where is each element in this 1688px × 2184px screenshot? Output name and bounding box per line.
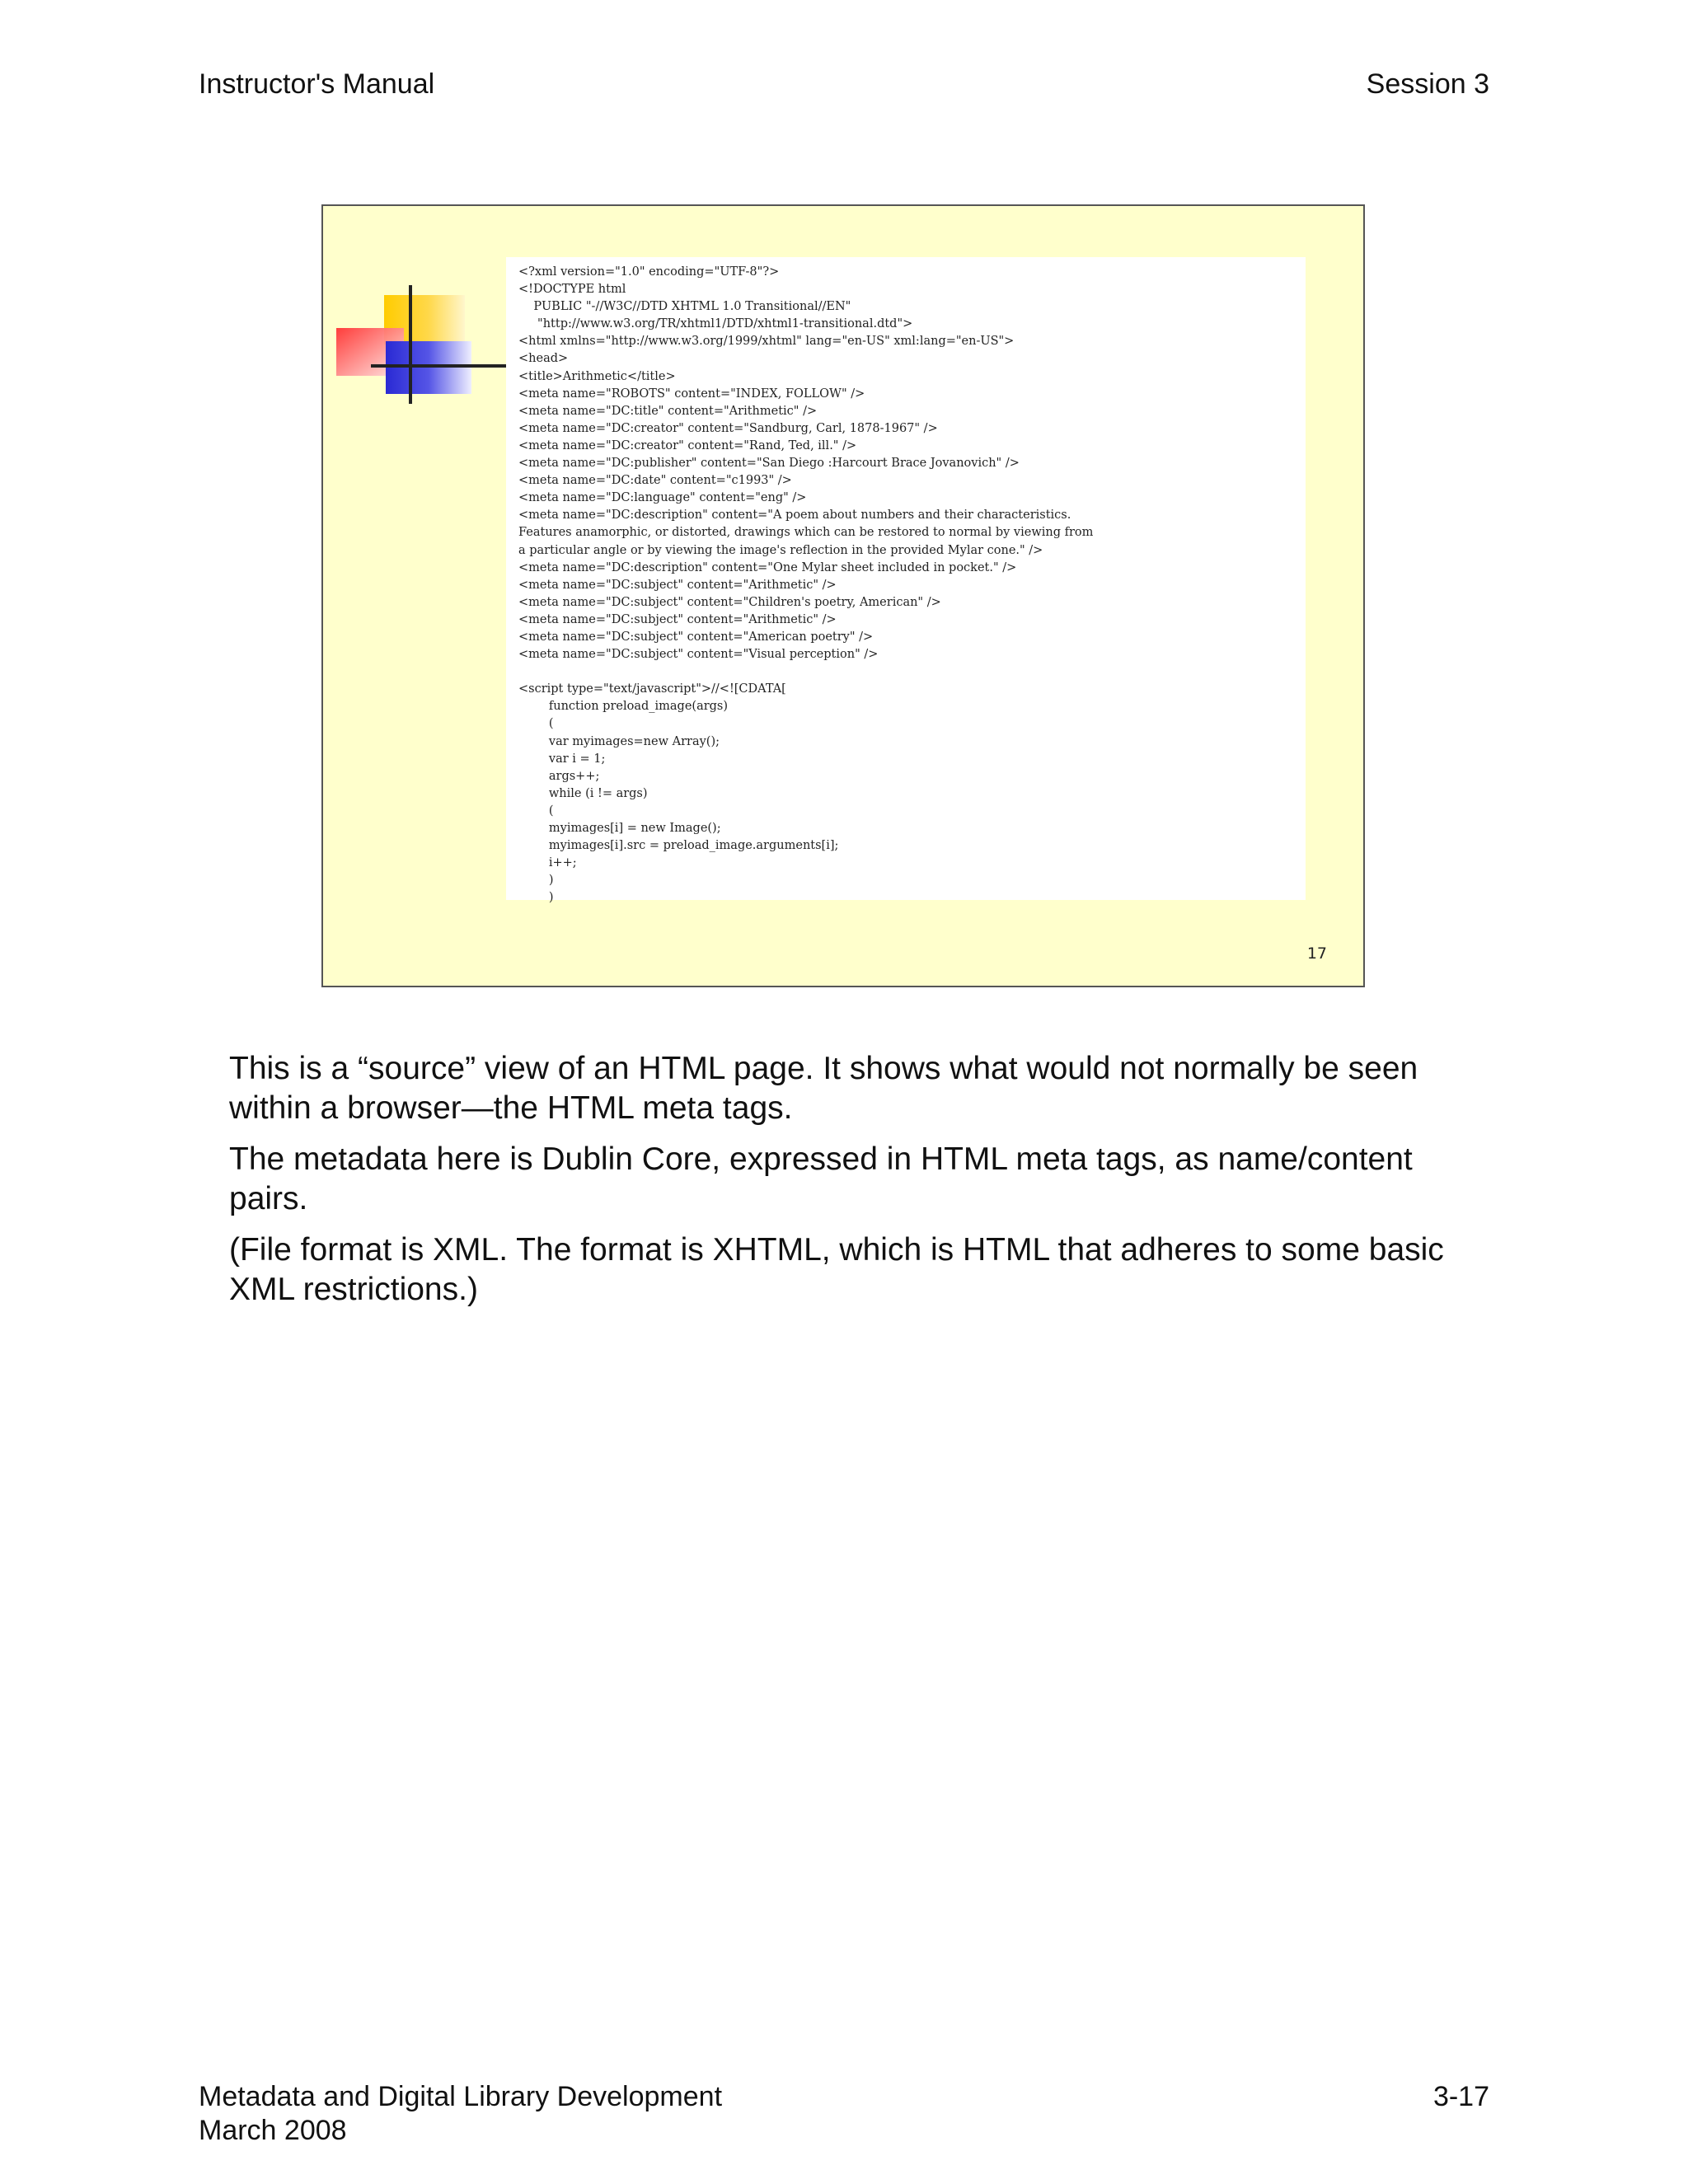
code-line: ): [518, 874, 554, 888]
code-line: <meta name="DC:creator" content="Sandburg, Carl, 1878-1967" />: [518, 421, 938, 435]
notes-paragraph-2: The metadata here is Dublin Core, expressed in HTML meta tags, as name/content pairs.: [229, 1141, 1413, 1216]
footer-course-title: Metadata and Digital Library Development: [199, 2081, 723, 2112]
code-line: <meta name="DC:subject" content="Visual perception" />: [518, 648, 879, 662]
code-line: <meta name="DC:subject" content="Arithmetic" />: [518, 578, 837, 592]
code-line: var i = 1;: [518, 752, 606, 766]
code-line: <meta name="DC:language" content="eng" />: [518, 491, 807, 505]
code-line: <meta name="ROBOTS" content="INDEX, FOLLOW" />: [518, 387, 865, 401]
code-line: PUBLIC "-//W3C//DTD XHTML 1.0 Transitional//EN": [518, 300, 851, 314]
code-line: Features anamorphic, or distorted, drawings which can be restored to normal by viewing from: [518, 526, 1094, 540]
code-line: <?xml version="1.0" encoding="UTF-8"?>: [518, 265, 780, 279]
code-line: ): [518, 891, 554, 905]
code-line: function preload_image(args): [518, 700, 729, 714]
code-line: "http://www.w3.org/TR/xhtml1/DTD/xhtml1-transitional.dtd">: [518, 317, 913, 331]
source-code-panel: [506, 257, 1306, 905]
code-line: <meta name="DC:description" content="A poem about numbers and their characteristics.: [518, 509, 1071, 523]
slide-logo-graphic: [336, 282, 509, 404]
code-line: i++;: [518, 856, 577, 870]
code-line: (: [518, 804, 554, 818]
code-line: a particular angle or by viewing the image's reflection in the provided Mylar cone." />: [518, 543, 1043, 557]
code-line: <html xmlns="http://www.w3.org/1999/xhtml" lang="en-US" xml:lang="en-US">: [518, 335, 1015, 349]
code-line: [518, 663, 1306, 681]
code-line: args++;: [518, 769, 600, 783]
notes-paragraph-1: This is a “source” view of an HTML page. It shows what would not normally be seen within a browser—the HTML meta tags.: [229, 1051, 1418, 1126]
code-line: <meta name="DC:subject" content="American poetry" />: [518, 630, 874, 644]
header-session: Session 3: [1366, 68, 1489, 100]
code-line: <meta name="DC:publisher" content="San Diego :Harcourt Brace Jovanovich" />: [518, 457, 1020, 471]
code-line: <meta name="DC:description" content="One Mylar sheet included in pocket." />: [518, 560, 1017, 574]
code-line: <meta name="DC:subject" content="Arithmetic" />: [518, 612, 837, 626]
notes-paragraph-3: (File format is XML. The format is XHTML, which is HTML that adheres to some basic XML restrictions.): [229, 1232, 1444, 1307]
code-line: <meta name="DC:title" content="Arithmetic" />: [518, 404, 818, 418]
source-code: [506, 257, 1306, 907]
code-line: <meta name="DC:date" content="c1993" />: [518, 474, 792, 488]
code-line: <meta name="DC:subject" content="Children's poetry, American" />: [518, 595, 941, 609]
footer-date: March 2008: [199, 2115, 347, 2146]
code-line: <meta name="DC:creator" content="Rand, Ted, ill." />: [518, 438, 857, 452]
footer-page-number: 3-17: [1432, 2081, 1489, 2112]
code-line: myimages[i] = new Image();: [518, 822, 721, 835]
slide-number: 17: [1306, 944, 1327, 963]
code-line: var myimages=new Array();: [518, 734, 720, 748]
code-line: <script type="text/javascript">//<![CDATA[: [518, 682, 786, 696]
code-line: (: [518, 717, 554, 731]
header-manual-title: Instructor's Manual: [199, 68, 435, 100]
code-line: <head>: [518, 352, 569, 366]
code-line: myimages[i].src = preload_image.arguments[i];: [518, 839, 839, 853]
code-line: <title>Arithmetic</title>: [518, 369, 676, 383]
code-line: while (i != args): [518, 786, 648, 800]
slide: [321, 204, 1365, 987]
speaker-notes: [229, 1049, 1482, 1321]
code-line: <!DOCTYPE html: [518, 283, 626, 297]
